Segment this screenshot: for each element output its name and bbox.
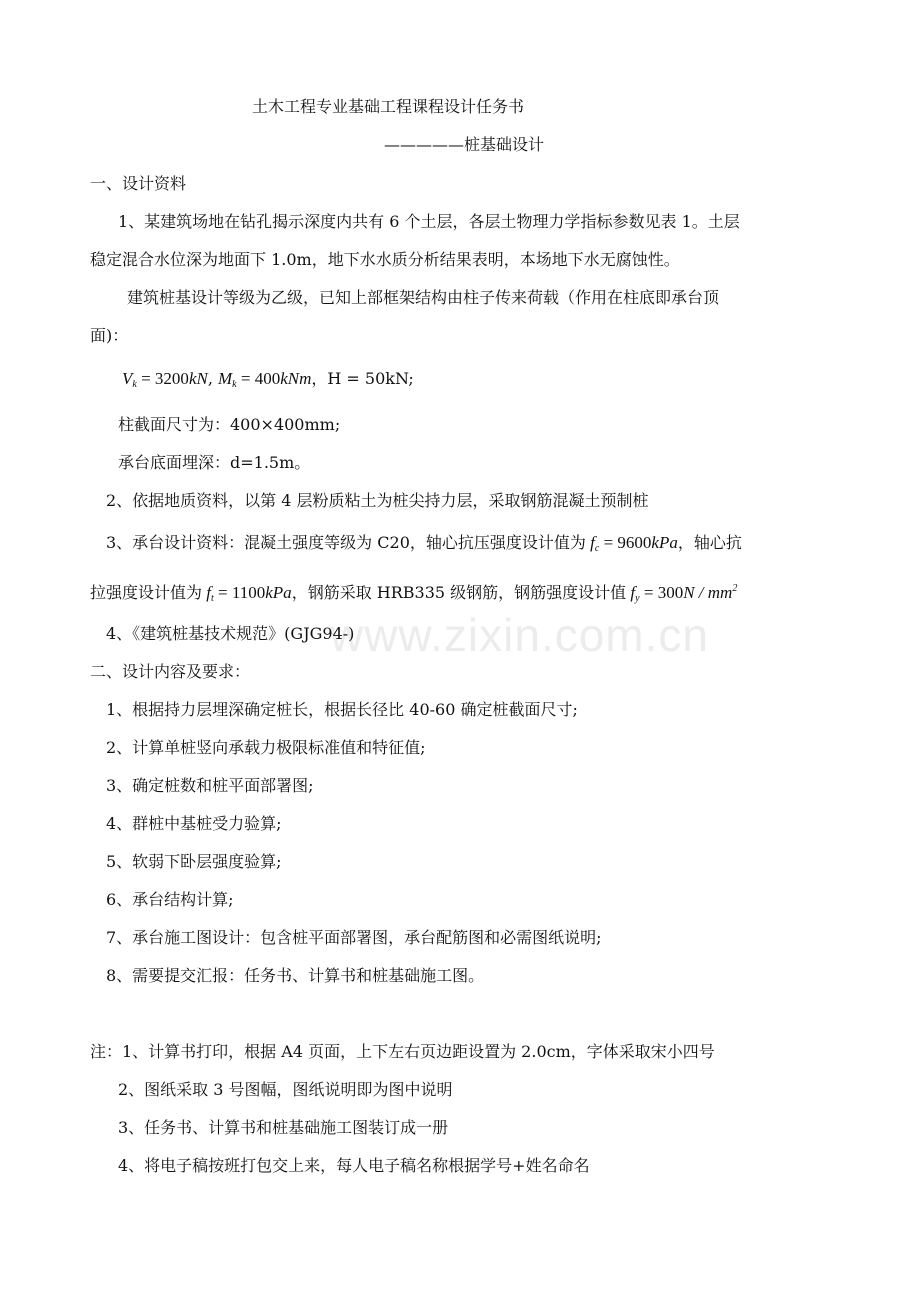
para-2-line-2: 面)： xyxy=(90,326,129,345)
note-item: 2、图纸采取 3 号图幅，图纸说明即为图中说明 xyxy=(118,1080,453,1099)
note-item: 3、任务书、计算书和桩基础施工图装订成一册 xyxy=(118,1118,449,1137)
para-2-line-1: 建筑桩基设计等级为乙级，已知上部框架结构由柱子传来荷载（作用在柱底即承台顶 xyxy=(127,288,720,307)
watermark: www.zixin.com.cn xyxy=(330,609,709,661)
req-item: 5、软弱下卧层强度验算; xyxy=(106,852,282,871)
h-load: ，H = 50kN; xyxy=(311,369,414,388)
req-item: 4、群桩中基桩受力验算; xyxy=(106,814,282,833)
fc-formula: $f_c = 9600kPa$ xyxy=(590,533,678,554)
item-2: 2、依据地质资料，以第 4 层粉质粘土为桩尖持力层，采取钢筋混凝土预制桩 xyxy=(106,491,649,510)
section-1-heading: 一、设计资料 xyxy=(90,174,187,193)
ft-formula: $f_t = 1100kPa$ xyxy=(206,583,292,604)
mk-formula: $M_k = 400kNm$ xyxy=(218,369,312,390)
para-1-line-1: 1、某建筑场地在钻孔揭示深度内共有 6 个土层，各层土物理力学指标参数见表 1。土层 xyxy=(118,212,740,231)
fy-formula: $f_y = 300N / mm^2$ xyxy=(630,583,738,604)
item-3-line-1: 3、承台设计资料：混凝土强度等级为 C20，轴心抗压强度设计值为 $f_c = 9600kPa$，轴心抗 xyxy=(106,533,742,554)
doc-title: 土木工程专业基础工程课程设计任务书 xyxy=(252,97,525,116)
para-1-line-2: 稳定混合水位深为地面下 1.0m，地下水水质分析结果表明，本场地下水无腐蚀性。 xyxy=(90,250,680,269)
note-item: 4、将电子稿按班打包交上来，每人电子稿名称根据学号+姓名命名 xyxy=(118,1156,590,1175)
req-item: 1、根据持力层埋深确定桩长，根据长径比 40-60 确定桩截面尺寸; xyxy=(106,700,578,719)
req-item: 8、需要提交汇报：任务书、计算书和桩基础施工图。 xyxy=(106,966,485,985)
req-item: 7、承台施工图设计：包含桩平面部署图，承台配筋图和必需图纸说明; xyxy=(106,928,602,947)
note-item: 注：1、计算书打印，根据 A4 页面，上下左右页边距设置为 2.0cm，字体采取宋小四号 xyxy=(90,1042,715,1061)
req-item: 6、承台结构计算; xyxy=(106,890,234,909)
section-2-heading: 二、设计内容及要求： xyxy=(90,662,251,681)
load-values: $V_k = 3200kN$, $M_k = 400kNm$，H = 50kN; xyxy=(122,369,414,390)
req-item: 3、确定桩数和桩平面部署图; xyxy=(106,776,314,795)
column-size: 柱截面尺寸为：400×400mm; xyxy=(118,415,341,434)
doc-subtitle: —————桩基础设计 xyxy=(384,135,545,154)
item-4: 4、《建筑桩基技术规范》(GJG94-) xyxy=(106,624,355,643)
vk-formula: $V_k = 3200kN$ xyxy=(122,369,208,390)
cap-depth: 承台底面埋深：d=1.5m。 xyxy=(118,453,311,472)
item-3-line-2: 拉强度设计值为 $f_t = 1100kPa$，钢筋采取 HRB335 级钢筋，钢筋强度设计值 $f_y = 300N / mm^2$ xyxy=(90,583,738,604)
req-item: 2、计算单桩竖向承载力极限标准值和特征值; xyxy=(106,738,426,757)
